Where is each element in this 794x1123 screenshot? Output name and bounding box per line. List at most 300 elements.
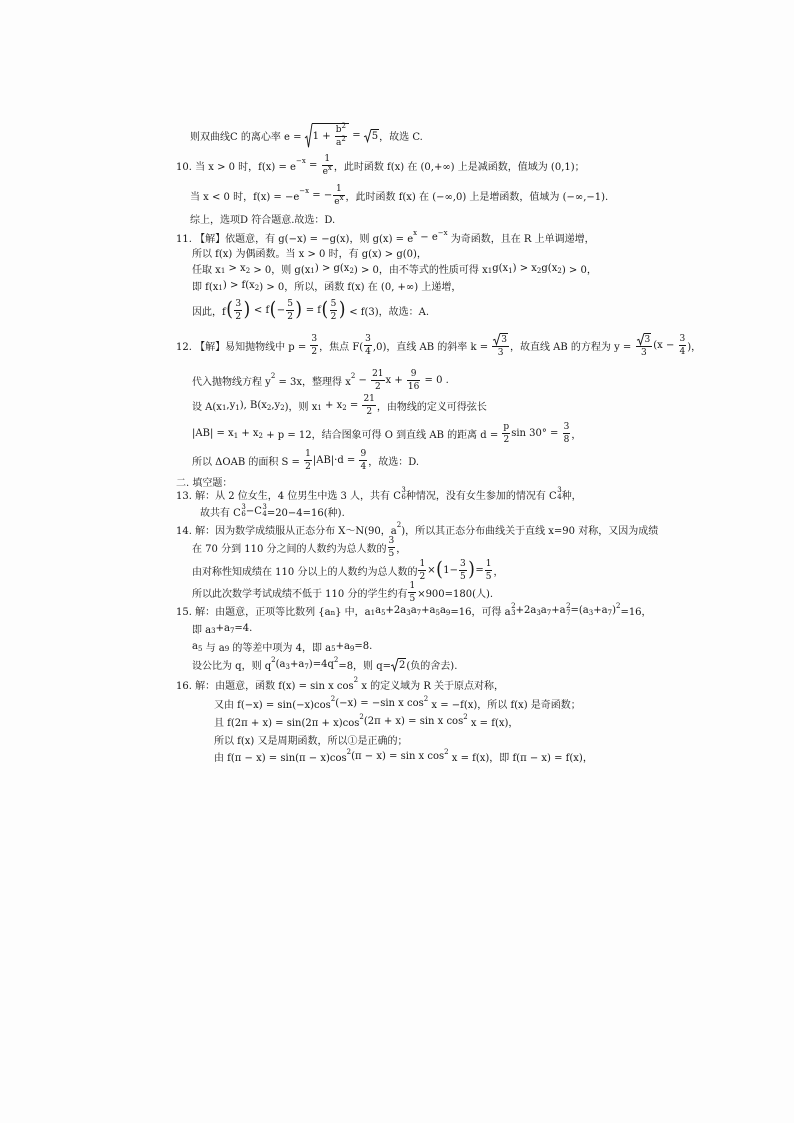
fraction-numerator (234, 299, 242, 311)
math-text: 11. 【解】依题意，有 g(−x) = −g(x)，则 g(x) = e (176, 233, 414, 245)
q12-line-equation (176, 330, 701, 360)
superscript: 2 (341, 134, 346, 143)
fraction-denominator (286, 311, 294, 322)
math-text: )，所以其正态分布曲线关于直线 x=90 对称，又因为成绩 (401, 525, 659, 537)
math-text: 3 (644, 334, 651, 345)
math-text: (π − x) = sin x cos (351, 750, 445, 762)
math-text: 2 (330, 311, 337, 322)
superscript: x (339, 193, 344, 202)
fraction (371, 369, 384, 392)
fraction-numerator (679, 334, 687, 346)
math-text: 2 (374, 381, 381, 392)
fraction-numerator (359, 449, 367, 461)
math-text: ， (396, 543, 407, 555)
math-text: ，此时函数 f(x) 在 (0,+∞) 上是减函数，值域为 (0,1)； (333, 161, 585, 173)
fraction (563, 422, 571, 445)
math-text: =(a (570, 604, 589, 616)
subscript: 5 (435, 609, 440, 617)
math-text: |AB|·d = (312, 454, 359, 466)
subscript: 2 (266, 404, 272, 412)
subscript: 1 (218, 284, 223, 292)
math-text: 9 (410, 368, 417, 379)
fraction-numerator (408, 581, 416, 593)
fraction-numerator (502, 422, 510, 434)
fraction-numerator (364, 334, 372, 346)
subscript: 1 (221, 404, 227, 412)
math-text: > x (225, 262, 246, 274)
math-text: 二. 填空题： (176, 477, 233, 489)
fraction (335, 121, 347, 148)
q12-distance-line (192, 418, 581, 448)
radicand (371, 129, 379, 142)
math-text: 5 (409, 593, 416, 604)
math-text: 2 (305, 461, 311, 472)
math-text: 即 f(x (192, 281, 219, 293)
math-text: ) > g(x (314, 262, 350, 274)
radicand (500, 333, 508, 345)
math-text: 在 70 分到 110 分之间的人数约为总人数的 (192, 543, 387, 555)
math-text: } 中，a (335, 606, 371, 618)
math-text: 8 (563, 434, 570, 445)
math-text: 3 (235, 298, 242, 309)
q12-chord-line (192, 390, 487, 420)
math-text: x + (385, 374, 406, 386)
large-parenthesis: ) (243, 297, 251, 321)
large-parenthesis: ( (269, 297, 277, 321)
fraction-numerator (304, 449, 312, 461)
math-text: 且 f(2π + x) = sin(2π + x)cos (214, 717, 360, 729)
fraction (492, 333, 509, 358)
index-subscript: 7 (566, 609, 571, 617)
math-text: 任取 x (192, 264, 221, 276)
math-text: )，则 x (284, 401, 318, 413)
fraction (636, 333, 653, 358)
subscript: 5 (381, 609, 386, 617)
math-text: ， (571, 429, 582, 441)
q16-symmetry-line (214, 741, 593, 771)
subscript: 2 (342, 404, 347, 412)
large-parenthesis: ) (295, 297, 303, 321)
math-text: −C (245, 505, 262, 517)
radical-sign-icon (305, 123, 312, 148)
fraction-denominator (492, 347, 509, 358)
math-text: ) > 0， (561, 264, 597, 276)
subscript: 3 (588, 609, 594, 617)
math-text: ，故选 C. (379, 131, 423, 143)
fraction-numerator (286, 299, 294, 311)
math-text: − (276, 304, 286, 316)
math-text: 3 (679, 333, 686, 344)
superscript: 2 (341, 121, 347, 130)
math-text: +a (551, 604, 566, 616)
math-text: 所以 ΔOAB 的面积 S = (192, 456, 304, 468)
fraction (234, 299, 242, 322)
square-root (493, 333, 508, 345)
subscript: 5 (331, 645, 336, 653)
math-text: × (427, 564, 436, 576)
index-subscript: 4 (262, 510, 267, 518)
superscript: 2 (423, 695, 429, 703)
subscript: 1 (220, 267, 226, 275)
math-text: )=4q (308, 658, 334, 670)
subscript: 7 (607, 609, 613, 617)
superscript: 2 (330, 695, 336, 703)
math-text: +a (289, 658, 305, 670)
subscript: 2 (536, 267, 542, 275)
math-text: 为奇函数，且在 R 上单调递增， (447, 233, 595, 245)
fraction-denominator (502, 434, 510, 445)
math-text: 3 (365, 333, 371, 344)
index-superscript: 3 (557, 486, 562, 494)
fraction-numerator (485, 559, 493, 571)
math-text: − (355, 374, 371, 386)
math-text: (负的舍去). (406, 660, 458, 672)
math-text: ，此时函数 f(x) 在 (−∞,0) 上是增函数，值域为 (−∞,−1). (345, 191, 609, 203)
math-text: − e (417, 231, 438, 243)
fraction-numerator (371, 369, 384, 381)
math-text: 与 a (202, 642, 225, 654)
subscript: 1 (370, 609, 376, 617)
fraction-denominator (362, 406, 375, 417)
fraction (310, 334, 318, 357)
math-text: 所以此次数学考试成绩不低于 110 分的学生约有 (192, 588, 408, 600)
fraction (407, 369, 420, 392)
fraction-denominator (234, 311, 242, 322)
math-text: ,y (271, 399, 281, 411)
index-superscript: 3 (241, 503, 246, 511)
math-text: =4. (234, 622, 253, 634)
subscript: 5 (197, 645, 203, 653)
math-text: 由对称性知成绩在 110 分以上的人数约为总人数的 (192, 566, 418, 578)
subscript: 1 (487, 267, 493, 275)
math-text: 2 (503, 434, 510, 445)
subscript: 1 (310, 267, 315, 275)
fraction (364, 334, 372, 357)
math-text: e (334, 196, 340, 207)
math-text: ，故直线 AB 的方程为 y = (510, 341, 635, 353)
math-text: ，故选：D. (368, 456, 420, 468)
fraction (330, 299, 338, 322)
math-text: x = f(x)， (467, 717, 519, 729)
fraction-denominator (359, 461, 367, 472)
fraction-numerator (362, 394, 375, 406)
square-root (364, 129, 379, 142)
math-text: ) > 0，所以，函数 f(x) 在 (0, +∞) 上递增， (259, 281, 462, 293)
q11-conclusion-line (192, 295, 429, 325)
math-text: < f(3)，故选：A. (346, 306, 430, 318)
fraction-numerator (407, 369, 420, 381)
math-text: 21 (363, 393, 375, 404)
math-text: =8. (354, 640, 373, 652)
math-text: 1 (485, 558, 492, 569)
math-text: (−x) = −sin x cos (335, 697, 424, 709)
math-text: a (540, 604, 547, 616)
math-text: 又由 f(−x) = sin(−x)cos (214, 699, 331, 711)
fraction-numerator (330, 299, 338, 311)
math-text: =16， (620, 606, 652, 618)
math-text: + x (238, 427, 259, 439)
math-text: 1 (305, 448, 311, 459)
math-text: 当 x < 0 时，f(x) = −e (190, 191, 300, 203)
math-text: g(x (541, 262, 558, 274)
math-text: ，焦点 F( (319, 341, 364, 353)
superscript: 2 (271, 656, 276, 664)
superscript: 2 (463, 713, 468, 721)
math-text: 3 (388, 535, 395, 546)
math-text: sin 30° = (511, 427, 562, 439)
math-text: 的等差中项为 4，即 a (229, 642, 332, 654)
math-text: g(x (492, 262, 509, 274)
fraction-denominator (364, 346, 372, 357)
math-text: 12. 【解】易知抛物线中 p = (176, 341, 310, 353)
fraction (502, 422, 510, 445)
radical-sign-icon (637, 333, 644, 345)
math-text: x 的定义域为 R 关于原点对称， (358, 680, 505, 692)
superscript: 2 (359, 713, 364, 721)
math-text: 故共有 C (200, 507, 241, 519)
subscript: 2 (258, 432, 264, 440)
math-text: = (475, 564, 484, 576)
math-text: b (335, 124, 342, 135)
large-parenthesis: ( (436, 557, 443, 581)
math-text: 1 (324, 153, 331, 164)
superscript: 2 (346, 748, 352, 756)
fraction-numerator (388, 536, 396, 548)
superscript: −x (295, 157, 306, 165)
large-parenthesis: ( (321, 297, 329, 321)
fraction-denominator (304, 461, 312, 472)
math-text: 种， (561, 490, 582, 502)
math-text: = 3x，整理得 x (275, 376, 351, 388)
math-text: +2a (515, 604, 537, 616)
fraction-denominator (322, 163, 333, 177)
subscript: 7 (304, 663, 309, 671)
subscript: n (330, 609, 336, 617)
math-text: > 0，则 g(x (250, 264, 311, 276)
math-text: 10. 当 x > 0 时，f(x) = e (176, 161, 296, 173)
subscript: 3 (285, 663, 290, 671)
subscript: 9 (224, 645, 230, 653)
superscript: 2 (444, 748, 449, 756)
math-text: 3 (501, 334, 507, 345)
math-text: + p = 12，结合图象可得 O 到直线 AB 的距离 d = (263, 429, 502, 441)
math-text: a (375, 604, 382, 616)
math-text: ×900=180(人). (417, 588, 494, 600)
math-text: 2 (419, 571, 426, 582)
math-text: 5 (371, 130, 379, 142)
math-text: 2 (287, 311, 293, 322)
subscript: 1 (235, 404, 240, 412)
index-superscript: 3 (262, 503, 267, 511)
superscript: x (327, 163, 332, 172)
math-text: 1 (409, 580, 416, 591)
subscript: 7 (416, 609, 422, 617)
math-text: 综上，选项D 符合题意.故选：D. (190, 214, 336, 226)
fraction-numerator (492, 333, 509, 347)
math-text: 21 (372, 368, 384, 379)
math-text: a (439, 604, 446, 616)
math-text: 1 + (312, 130, 334, 142)
subscript: 9 (349, 645, 355, 653)
math-text: ), B(x (239, 399, 267, 411)
superscript: x (413, 229, 418, 237)
fraction-numerator (459, 559, 467, 571)
fraction-numerator (563, 422, 571, 434)
math-text: (x − (653, 339, 678, 351)
subscript: 2 (245, 267, 251, 275)
radical-sign (364, 129, 371, 142)
q9-eccentricity-line (190, 120, 423, 150)
subscript: 3 (211, 627, 216, 635)
math-text: (a (275, 658, 286, 670)
math-text: 5 (459, 571, 466, 582)
superscript: −x (299, 187, 310, 195)
math-text: 9 (360, 448, 367, 459)
math-text: +a (593, 604, 608, 616)
radicand (312, 123, 349, 148)
math-text: 2 (366, 406, 373, 417)
math-text: 4 (365, 346, 371, 357)
math-text: ) > f(x (222, 279, 255, 291)
fraction-denominator (636, 347, 653, 358)
subscript: 7 (546, 609, 552, 617)
radical-sign-icon (493, 333, 500, 345)
math-text: = − (309, 189, 333, 201)
math-text: 16. 解：由题意，函数 f(x) = sin x cos (176, 680, 354, 692)
math-text: 1 (336, 183, 342, 194)
math-text: 所以 f(x) 又是周期函数，所以①是正确的； (214, 735, 408, 747)
large-parenthesis: ( (226, 297, 233, 321)
radical-sign (493, 333, 500, 345)
math-text: 13. 解：从 2 位女生，4 位男生中选 3 人，共有 C (176, 490, 401, 502)
superscript: 2 (615, 602, 621, 610)
index-subscript: 3 (511, 609, 516, 617)
subscript: 2 (557, 267, 562, 275)
math-text: +a (335, 640, 350, 652)
math-text: 3 (641, 347, 647, 358)
index-subscript: 6 (241, 510, 246, 518)
math-text: 种情况，没有女生参加的情况有 C (405, 490, 557, 502)
math-text: 代入抛物线方程 y (192, 376, 271, 388)
math-text: 2 (235, 311, 242, 322)
math-text: 16 (407, 381, 420, 392)
superscript: 2 (270, 372, 276, 380)
math-text: 2 (311, 346, 318, 357)
math-text: =20−4=16(种). (266, 507, 345, 519)
math-text: x = −f(x)，所以 f(x) 是奇函数； (428, 699, 581, 711)
math-text: ) > x (512, 262, 537, 274)
math-text: 5 (330, 298, 337, 309)
math-text: = (305, 159, 321, 171)
math-text: |AB| = x (192, 427, 234, 439)
math-text: ,y (226, 399, 236, 411)
subscript: 2 (254, 284, 260, 292)
math-text: 4 (679, 346, 686, 357)
fraction-denominator (310, 346, 318, 357)
math-text: +2a (385, 604, 407, 616)
fraction (362, 394, 375, 417)
fraction (679, 334, 687, 357)
radical-sign (305, 123, 312, 148)
math-text: 14. 解：因为数学成绩服从正态分布 X～N(90，a (176, 525, 397, 537)
fraction-denominator (679, 346, 687, 357)
math-text: =16，可得 a (450, 606, 511, 618)
math-text: e (322, 166, 328, 177)
math-text: +a (215, 622, 230, 634)
fraction (304, 449, 312, 472)
large-parenthesis: ) (468, 557, 475, 581)
math-text: 2 (399, 659, 406, 671)
math-text: x = f(x)，即 f(π − x) = f(x)， (448, 752, 593, 764)
index-superscript: 2 (566, 602, 571, 610)
math-text: a (335, 137, 342, 148)
subscript: 1 (317, 404, 322, 412)
radicand (644, 333, 652, 345)
index-superscript: 3 (401, 486, 406, 494)
math-text: 3 (497, 347, 504, 358)
math-text: < f (250, 304, 270, 316)
superscript: −x (437, 229, 448, 237)
math-text: ) (612, 604, 616, 616)
large-parenthesis: ) (338, 297, 346, 321)
math-text: (2π + x) = sin x cos (363, 715, 464, 727)
fraction-denominator (563, 434, 571, 445)
subscript: 1 (233, 432, 239, 440)
index-subscript: 6 (401, 493, 406, 501)
math-text: 因此，f (192, 306, 226, 318)
math-text: 1 (419, 558, 426, 569)
math-text: ,0)，直线 AB 的斜率 k = (372, 341, 492, 353)
subscript: 7 (229, 627, 235, 635)
math-text: 1− (443, 564, 458, 576)
math-text: 3 (311, 333, 318, 344)
math-text: = (349, 129, 364, 141)
math-text: 则双曲线C 的离心率 e = (190, 131, 305, 143)
subscript: 2 (349, 267, 354, 275)
square-root (637, 333, 652, 345)
fraction (286, 299, 294, 322)
math-text: =8，则 q= (338, 660, 392, 672)
math-text: 设公比为 q，则 q (192, 660, 272, 672)
math-text: = f (302, 304, 321, 316)
math-text: a (192, 640, 198, 652)
fraction-numerator (310, 334, 318, 346)
math-text: 设 A(x (192, 401, 222, 413)
fraction-denominator (335, 134, 347, 148)
math-text: 5 (485, 571, 492, 582)
math-text: 15. 解：由题意，正项等比数列 {a (176, 606, 331, 618)
math-text: 由 f(π − x) = sin(π − x)cos (214, 752, 347, 764)
superscript: 2 (350, 372, 356, 380)
math-text: 4 (360, 461, 367, 472)
math-text: ，由物线的定义可得弦长 (376, 401, 487, 413)
math-text: p (503, 421, 510, 432)
fraction (359, 449, 367, 472)
radical-sign (637, 333, 644, 345)
math-text: ， (493, 566, 504, 578)
subscript: 2 (280, 404, 285, 412)
fraction-numerator (418, 559, 426, 571)
math-text: )， (687, 341, 702, 353)
math-text: 3 (563, 421, 570, 432)
fraction-numerator (636, 333, 653, 347)
subscript: 3 (536, 609, 541, 617)
math-text: 所以 f(x) 为偶函数。当 x > 0 时，有 g(x) > g(0)， (192, 248, 427, 260)
square-root (305, 123, 349, 148)
math-text: a (410, 604, 417, 616)
subscript: 9 (445, 609, 451, 617)
subscript: 3 (406, 609, 411, 617)
